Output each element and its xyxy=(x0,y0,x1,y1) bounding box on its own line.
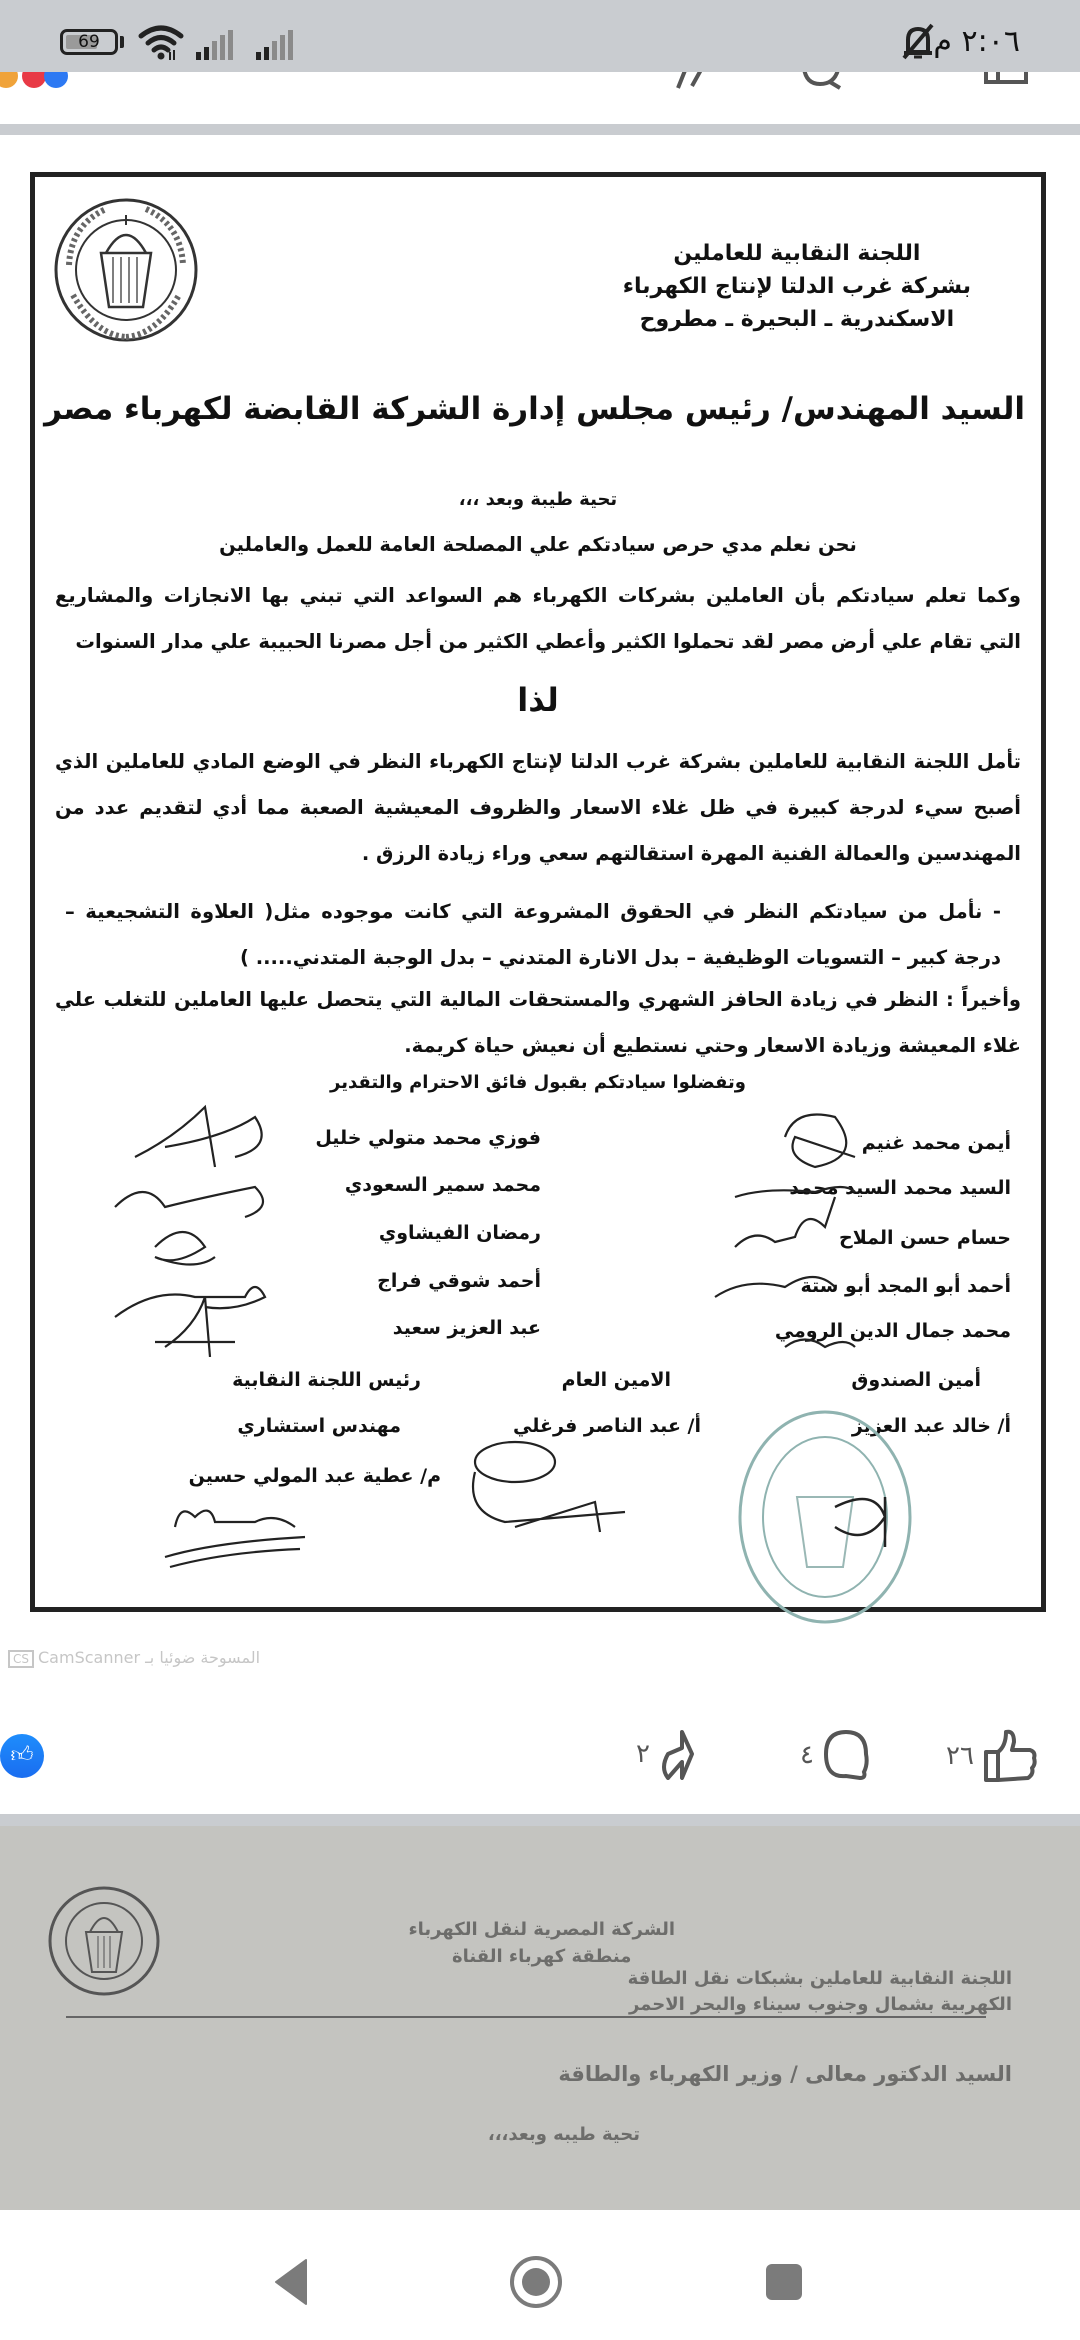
signatory: عبد العزيز سعيد xyxy=(392,1317,541,1339)
watermark-text: CamScanner المسوحة ضوئيا بـ xyxy=(38,1648,261,1667)
status-bar xyxy=(0,0,1080,72)
greeting: تحية طيبة وبعد ،،، xyxy=(458,489,618,510)
closing-line: وتفضلوا سيادتكم بقبول فائق الاحترام والتقدير xyxy=(330,1072,746,1093)
letterhead-line: الشركة المصرية لنقل الكهرباء xyxy=(408,1919,675,1940)
like-icon xyxy=(982,1728,1038,1784)
battery-level: 69 xyxy=(78,32,100,52)
recipient-line: السيد المهندس/ رئيس مجلس إدارة الشركة القابضة لكهرباء مصر xyxy=(44,391,1025,427)
secretary-signature xyxy=(445,1432,645,1542)
back-icon[interactable] xyxy=(272,2258,312,2306)
letterhead-line: الكهربية بشمال وجنوب سيناء والبحر الاحمر xyxy=(628,1994,1012,2015)
signatory: محمد سمير السعودي xyxy=(344,1174,541,1196)
greeting: تحية طيبه وبعد،،، xyxy=(487,2124,640,2145)
like-button[interactable] xyxy=(946,1728,1038,1784)
officer-title: الامين العام xyxy=(561,1369,671,1391)
officer-name: أ/ عبد الناصر فرغلي xyxy=(513,1415,701,1437)
next-post-image[interactable] xyxy=(0,1826,1080,2210)
union-seal-icon xyxy=(51,195,201,345)
signatory: رمضان الفيشاوي xyxy=(378,1222,541,1244)
bullet-request: - نأمل من سيادتكم النظر في الحقوق المشروعة التي كانت موجوده مثل( العلاوة التشجيعية – درجة كبير – التسويات الوظيفية – بدل الانارة المتدني – بدل الوجبة المتدني..... ) xyxy=(65,900,1001,969)
paragraph-3: وأخيراً : النظر في زيادة الحافز الشهري والمستحقات المالية التي يتحصل عليها العاملين للتغلب علي غلاء المعيشة وزيادة الاسعار وحتي نستطيع أن نعيش حياة كريمة. xyxy=(55,988,1021,1057)
battery-icon xyxy=(60,29,118,55)
stamp-icon xyxy=(735,1407,915,1627)
officer-title: رئيس اللجنة النقابية xyxy=(232,1369,421,1391)
wifi-icon xyxy=(138,24,184,60)
intro-line: نحن نعلم مدي حرص سيادتكم علي المصلحة العامة للعمل والعاملين xyxy=(219,533,857,556)
post-divider xyxy=(0,124,1080,135)
share-button[interactable] xyxy=(636,1728,694,1780)
navigation-bar xyxy=(0,2210,1080,2340)
letterhead-rule xyxy=(66,2016,986,2018)
letterhead-line: منطقة كهرباء القناة xyxy=(452,1946,632,1967)
comment-button[interactable] xyxy=(800,1728,872,1782)
bell-muted-icon xyxy=(900,22,936,62)
signal-icon xyxy=(196,30,236,60)
letterhead-line: اللجنة النقابية للعاملين بشبكات نقل الطاقة xyxy=(627,1968,1012,1989)
signatory: أحمد أبو المجد أبو ستة xyxy=(800,1275,1011,1297)
letterhead-line: اللجنة النقابية للعاملين xyxy=(673,241,921,266)
letterhead xyxy=(408,1916,675,1970)
letterhead-line: الاسكندرية ـ البحيرة ـ مطروح xyxy=(639,307,955,332)
therefore-heading: لذا xyxy=(517,681,559,719)
comment-count: ٤ xyxy=(800,1740,814,1770)
letterhead-line: بشركة غرب الدلتا لإنتاج الكهرباء xyxy=(622,274,971,299)
handwritten-signatures xyxy=(95,1097,995,1357)
officer-title: أمين الصندوق xyxy=(851,1369,981,1391)
like-count: ٢٦ xyxy=(946,1741,974,1771)
like-reaction-badge[interactable]: 👍︎ xyxy=(0,1734,44,1778)
post-reactions-bar xyxy=(0,1700,1080,1812)
chairman-signature xyxy=(155,1487,315,1577)
letterhead xyxy=(623,237,971,336)
officer-name: أ/ خالد عبد العزيز xyxy=(851,1415,1011,1437)
share-icon xyxy=(658,1728,694,1780)
officer-name: م/ عطية عبد المولي حسين xyxy=(188,1465,441,1487)
home-icon[interactable] xyxy=(508,2254,564,2310)
comment-icon xyxy=(822,1728,872,1782)
signatory: أحمد شوقي فراج xyxy=(377,1270,541,1292)
letterhead-sub xyxy=(412,1966,1012,2018)
officer-subtitle: مهندس استشاري xyxy=(237,1415,401,1437)
signatory: السيد محمد السيد محمد xyxy=(789,1177,1011,1199)
union-seal-icon xyxy=(48,1886,160,1996)
signatory: محمد جمال الدين الرومي xyxy=(774,1320,1011,1342)
previous-post-actions xyxy=(0,72,1080,124)
clock: ٢:٠٦ م xyxy=(933,24,1020,59)
signatory: فوزي محمد متولي خليل xyxy=(315,1127,541,1149)
share-count: ٢ xyxy=(636,1739,650,1769)
signatory: أيمن محمد غنيم xyxy=(861,1132,1011,1154)
paragraph-1: وكما تعلم سيادتكم بأن العاملين بشركات الكهرباء هم السواعد التي تبني بها الانجازات والمشاريع التي تقام علي أرض مصر لقد تحملوا الكثير وأعطي الكثير من أجل مصرنا الحبيبة علي مدار السنوات xyxy=(55,584,1021,653)
post-divider xyxy=(0,1814,1080,1826)
paragraph-2: تأمل اللجنة النقابية للعاملين بشركة غرب الدلتا لإنتاج الكهرباء النظر في الوضع المادي للعاملين الذي أصبح سيء لدرجة كبيرة في ظل غلاء الاسعار والظروف المعيشية الصعبة مما أدي لتقديم عدد من المهندسين والعمالة الفنية المهرة استقالتهم سعي وراء زيادة الرزق . xyxy=(55,750,1021,865)
camscanner-watermark xyxy=(8,1648,260,1668)
recents-icon[interactable] xyxy=(764,2262,804,2302)
signatory: حسام حسن الملاح xyxy=(839,1227,1011,1249)
camscanner-logo-icon: CS xyxy=(8,1650,34,1668)
battery-tip xyxy=(120,36,124,48)
signal-icon-2 xyxy=(256,30,296,60)
recipient-line: السيد الدكتور معالى / وزير الكهرباء والطاقة xyxy=(558,2062,1012,2086)
scanned-letter[interactable] xyxy=(30,172,1046,1612)
